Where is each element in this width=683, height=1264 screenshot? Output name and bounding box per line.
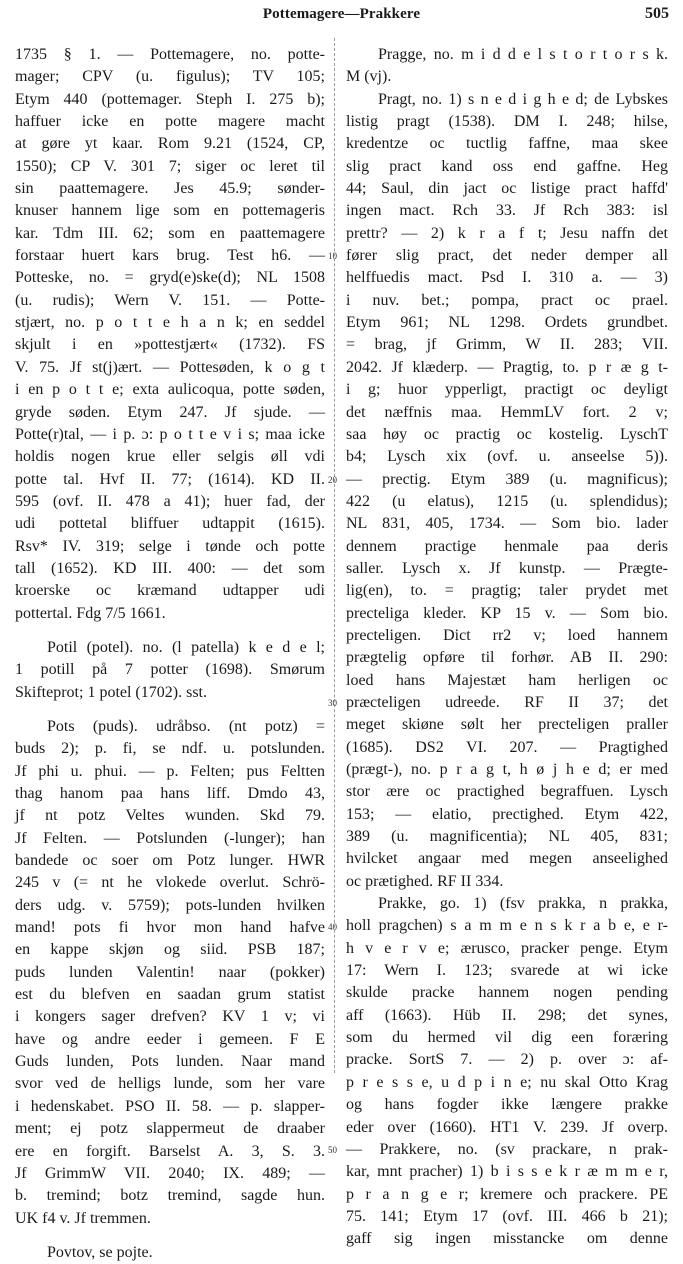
text-line: som du hermed vil dig een foræring: [346, 1029, 668, 1047]
text-line: prægtelig opføre til forhør. AB II. 290:: [346, 649, 668, 667]
text-line: b. tremind; botz tremind, sagde hun.: [15, 1187, 325, 1205]
text-line: Pragt, no. 1) s n e d i g h e d; de Lybskes: [378, 90, 668, 108]
text-line: M (vj).: [346, 68, 392, 86]
text-line: præcteligen udreede. RF II 37; det: [346, 693, 668, 711]
text-line: precteliga kleder. KP 15 v. — Som bio.: [346, 604, 668, 622]
text-line: aff (1663). Hüb II. 298; det synes,: [346, 1006, 668, 1024]
text-line: 595 (ovf. II. 478 a 41); huer fad, der: [15, 492, 325, 510]
text-line: i g; huor ypperligt, practigt oc deyligt: [346, 381, 668, 399]
text-line: V. 75. Jf st(j)ært. — Pottesøden, k o g t: [15, 358, 325, 376]
text-line: i hedenskabet. PSO II. 58. — p. slapper-: [15, 1097, 325, 1115]
line-number: 10: [328, 251, 337, 262]
line-number: 40: [328, 921, 337, 932]
text-line: helffuedis mact. Psd I. 310 a. — 3): [346, 269, 668, 287]
text-line: stor ære oc practighed begraffuen. Lysch: [346, 783, 668, 801]
text-line: have og andre eeder i gemeen. F E: [15, 1030, 325, 1048]
text-line: prettr? — 2) k r a f t; Jesu naffn det: [346, 224, 668, 242]
text-line: — Prakkere, no. (sv prackare, n prak-: [346, 1140, 668, 1158]
text-line: buds 2); p. fi, se ndf. u. potslunden.: [15, 740, 325, 758]
text-line: pracke. SortS 7. — 2) p. over ɔ: af-: [346, 1051, 668, 1069]
text-line: Povtov, se pojte.: [47, 1243, 153, 1261]
column-divider: [334, 38, 336, 1073]
page-number: 505: [645, 5, 669, 22]
text-line: p r a n g e r; kremere och prackere. PE: [346, 1185, 668, 1203]
left-column: [15, 44, 325, 1264]
text-line: loed hans Majestæt ham herligen oc: [346, 671, 668, 689]
text-line: Etym 961; NL 1298. Ordets grundbet.: [346, 314, 668, 332]
text-line: lig(en), to. = pragtig; taler prydet met: [346, 582, 668, 600]
text-line: 1550); CP V. 301 7; siger oc leret til: [15, 157, 325, 175]
text-line: Prakke, go. 1) (fsv prakka, n prakka,: [378, 895, 668, 913]
text-line: i en p o t t e; exta aulicoqua, potte søden,: [15, 381, 325, 399]
text-line: hvilcket angaar med megen anseelighed: [346, 850, 668, 868]
text-line: jf nt potz Veltes wunden. Skd 79.: [15, 807, 325, 825]
text-line: = brag, jf Grimm, W II. 283; VII.: [346, 336, 668, 354]
text-line: holdis nogen krue eller selgis øll vdi: [15, 448, 325, 466]
line-number: 30: [328, 698, 337, 709]
dictionary-entry: [15, 716, 325, 1230]
text-line: 1 potill på 7 potter (1698). Smørum: [15, 661, 325, 679]
text-line: i nuv. bet.; pompa, pract oc prael.: [346, 291, 668, 309]
text-line: oc prætighed. RF II 334.: [346, 872, 504, 890]
text-line: ment; ej potz slappermeut de draaber: [15, 1120, 325, 1138]
text-line: 245 v (= nt he vlokede overlut. Schrö-: [15, 874, 325, 892]
line-number: 20: [328, 474, 337, 485]
dictionary-entry: [15, 1242, 325, 1264]
text-line: kroerske oc kræmand udtapper udi: [15, 582, 325, 600]
text-line: p r e s s e, u d p i n e; nu skal Otto Krag: [346, 1073, 668, 1091]
text-line: (u. rudis); Wern V. 151. — Potte-: [15, 291, 325, 309]
text-line: b4; Lysch xix (ovf. u. anseelse 5)).: [346, 448, 668, 466]
text-line: forstaar huert kars brug. Test h6. —: [15, 247, 325, 265]
dictionary-entry: [15, 637, 325, 704]
text-line: fører slig pract, det neder demper all: [346, 247, 668, 265]
text-line: en kappe skjøn og siid. PSB 187;: [15, 941, 325, 959]
text-line: ere en forgift. Barselst A. 3, S. 3.: [15, 1142, 325, 1160]
text-line: est du blefven en saadan grum statist: [15, 986, 325, 1004]
text-line: mager; CPV (u. figulus); TV 105;: [15, 68, 325, 86]
text-line: stjært, no. p o t t e h a n k; en seddel: [15, 314, 325, 332]
line-number: 50: [328, 1145, 337, 1156]
text-line: ders udg. v. 5759); pots-lunden hvilken: [15, 896, 325, 914]
text-line: Guds lunden, Pots lunden. Naar mand: [15, 1053, 325, 1071]
text-line: 44; Saul, din jact oc listige pract haffd': [346, 180, 668, 198]
text-line: puds lunden Valentin! naar (pokker): [15, 963, 325, 981]
text-line: Pots (puds). udråbso. (nt potz) =: [47, 717, 325, 735]
text-line: thag hanom paa hans liff. Dmdo 43,: [15, 785, 325, 802]
text-line: meget skiøne sølt her precteligen praller: [346, 716, 668, 734]
text-line: ingen mact. Rch 33. Jf Rch 383: isl: [346, 202, 668, 220]
text-line: Rsv* IV. 319; selge i tønde och potte: [15, 537, 325, 555]
text-line: det næffnis maa. HemmLV fort. 2 v;: [346, 403, 668, 421]
text-line: og hans fogder ikke længere prakke: [346, 1096, 668, 1114]
text-line: listig pragt (1538). DM I. 248; hilse,: [346, 113, 668, 131]
text-line: Potil (potel). no. (l patella) k e d e l;: [47, 638, 325, 656]
text-line: NL 831, 405, 1734. — Som bio. lader: [346, 515, 668, 533]
text-line: eder over (1660). HT1 V. 239. Jf overp.: [346, 1118, 668, 1136]
text-line: kredentze oc tuctlig faffne, maa skee: [346, 135, 668, 153]
text-line: precteligen. Dict rr2 v; loed hannem: [346, 626, 668, 644]
text-line: at gøre yt kaar. Rom 9.21 (1524, CP,: [15, 135, 325, 153]
text-line: tall (1652). KD III. 400: — det som: [15, 559, 325, 577]
text-line: Jf Felten. — Potslunden (-lunger); han: [15, 829, 325, 847]
text-line: mand! pots fi hvor mon hand hafve: [15, 919, 325, 937]
text-line: knuser hannem lige som en pottemageris: [15, 202, 325, 220]
text-line: (prægt-), no. p r a g t, h ø j h e d; er med: [346, 761, 668, 778]
text-line: bandede oc soer om Potz lunger. HWR: [15, 852, 325, 870]
text-line: sin paattemagere. Jes 45.9; sønder-: [15, 180, 325, 198]
text-line: Jf GrimmW VII. 2040; IX. 489; —: [15, 1164, 325, 1182]
text-line: (1685). DS2 VI. 207. — Pragtighed: [346, 738, 668, 756]
right-column: [346, 44, 668, 1251]
text-line: 75. 141; Etym 17 (ovf. III. 466 b 21);: [346, 1207, 668, 1225]
text-line: saller. Lysch x. Jf kunstp. — Prægte-: [346, 559, 668, 577]
text-line: — prectig. Etym 389 (u. magnificus);: [346, 470, 668, 488]
text-line: Etym 440 (pottemager. Steph I. 275 b);: [15, 90, 325, 108]
text-line: 153; — elatio, prectighed. Etym 422,: [346, 805, 668, 823]
text-line: 389 (u. magnificentia); NL 405, 831;: [346, 828, 668, 846]
text-line: kar. Tdm III. 62; som en paattemagere: [15, 224, 325, 242]
text-line: h v e r v e; ærusco, pracker penge. Etym: [346, 939, 668, 957]
text-line: 17: Wern I. 123; svarede at wi icke: [346, 962, 668, 980]
text-line: pottertal. Fdg 7/5 1661.: [15, 604, 166, 622]
text-line: Pragge, no. m i d d e l s t o r t o r s k.: [378, 46, 668, 63]
text-line: Potte(r)tal, — i p. ɔ: p o t t e v i s; maa icke: [15, 425, 325, 443]
text-line: 422 (u elatus), 1215 (u. splendidus);: [346, 492, 668, 510]
text-line: gaff sig ingen misstancke om denne: [346, 1230, 668, 1248]
text-line: Jf phi u. phui. — p. Felten; pus Feltten: [15, 762, 325, 780]
page-header: [0, 4, 683, 28]
running-head: Pottemagere—Prakkere: [262, 6, 421, 22]
text-line: 2042. Jf klæderp. — Pragtig, to. p r æ g t-: [346, 358, 668, 376]
text-line: Skifteprot; 1 potel (1702). sst.: [15, 683, 207, 701]
text-line: kar, mnt pracher) 1) b i s s e k r æ m m e r,: [346, 1163, 668, 1181]
text-line: Potteske, no. = gryd(e)ske(d); NL 1508: [15, 269, 325, 287]
text-line: i kongers sager drefven? KV 1 v; vi: [15, 1008, 325, 1026]
text-line: svor ved de helligs lunde, som her vare: [15, 1075, 325, 1093]
text-line: skulde pracke hannem nogen pending: [346, 984, 668, 1002]
text-line: slig pract kand oss end gaffne. Heg: [346, 157, 668, 175]
text-line: saa høy oc practig oc kostelig. LyschT: [346, 425, 668, 443]
text-line: haffuer icke en potte magere macht: [15, 113, 325, 131]
text-line: skjult i en »pottestjært« (1732). FS: [15, 336, 325, 354]
text-line: gryde søden. Etym 247. Jf sjude. —: [15, 403, 325, 421]
text-line: holl pragchen) s a m m e n s k r a b e, e r-: [346, 917, 668, 935]
text-line: dennem practige henmale paa deris: [346, 537, 668, 555]
text-line: udi pottetal bliffuer udtappit (1615).: [15, 515, 325, 533]
text-line: potte tal. Hvf II. 77; (1614). KD II.: [15, 470, 325, 488]
text-line: UK f4 v. Jf tremmen.: [15, 1209, 151, 1227]
text-line: 1735 § 1. — Pottemagere, no. potte-: [15, 46, 325, 63]
